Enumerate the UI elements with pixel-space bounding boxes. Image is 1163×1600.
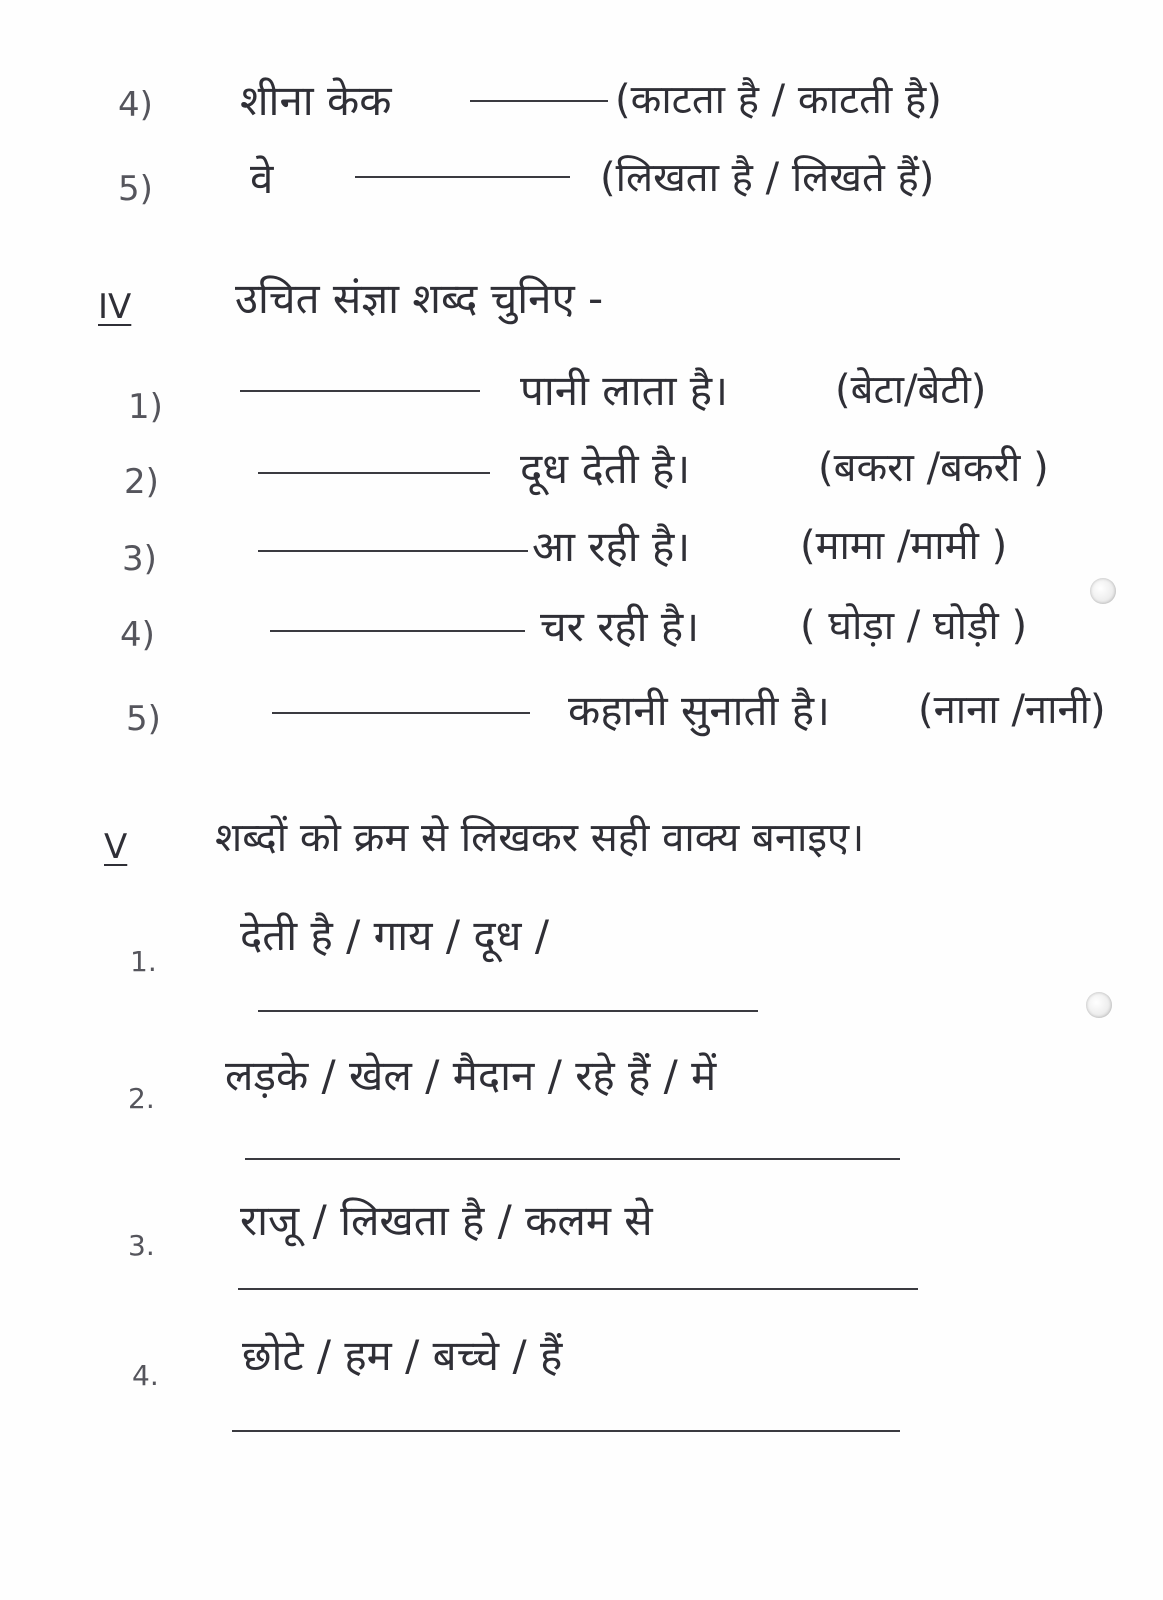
question-subject: शीना केक xyxy=(240,76,392,125)
question-number: 3. xyxy=(128,1229,155,1262)
answer-blank[interactable] xyxy=(258,472,490,474)
question-number: 2. xyxy=(128,1082,155,1115)
answer-line[interactable] xyxy=(238,1288,918,1290)
answer-line[interactable] xyxy=(245,1158,900,1160)
question-number: 4) xyxy=(120,615,155,655)
question-text: पानी लाता है। xyxy=(520,366,729,415)
answer-blank[interactable] xyxy=(240,390,480,392)
answer-options: ( घोड़ा / घोड़ी ) xyxy=(800,603,1028,649)
answer-options: (लिखता है / लिखते हैं) xyxy=(600,155,935,201)
question-text: आ रही है। xyxy=(532,522,691,571)
punch-hole-icon xyxy=(1086,992,1112,1018)
question-number: 1. xyxy=(130,945,157,978)
punch-hole-icon xyxy=(1090,578,1116,604)
question-number: 5) xyxy=(126,699,161,739)
question-number: 1) xyxy=(128,387,163,427)
question-number: 3) xyxy=(122,539,157,579)
section-number: IV xyxy=(98,287,132,327)
jumbled-words: लड़के / खेल / मैदान / रहे हैं / में xyxy=(225,1051,717,1100)
answer-blank[interactable] xyxy=(470,100,608,102)
question-number: 5) xyxy=(118,169,153,209)
answer-options: (नाना /नानी) xyxy=(918,687,1106,733)
answer-line[interactable] xyxy=(258,1010,758,1012)
answer-options: (काटता है / काटती है) xyxy=(615,77,942,123)
answer-options: (बेटा/बेटी) xyxy=(835,367,987,413)
jumbled-words: देती है / गाय / दूध / xyxy=(240,911,549,960)
answer-options: (बकरा /बकरी ) xyxy=(818,445,1049,491)
section-number: V xyxy=(104,827,128,867)
question-number: 2) xyxy=(124,462,159,502)
jumbled-words: राजू / लिखता है / कलम से xyxy=(240,1196,653,1245)
question-text: चर रही है। xyxy=(540,602,700,651)
question-subject: वे xyxy=(250,154,274,203)
question-number: 4. xyxy=(132,1359,159,1392)
answer-blank[interactable] xyxy=(258,550,528,552)
answer-blank[interactable] xyxy=(270,630,525,632)
question-text: कहानी सुनाती है। xyxy=(568,686,830,735)
question-number: 4) xyxy=(118,85,153,125)
answer-options: (मामा /मामी ) xyxy=(800,523,1008,569)
question-text: दूध देती है। xyxy=(520,444,691,493)
answer-blank[interactable] xyxy=(355,176,570,178)
answer-line[interactable] xyxy=(232,1430,900,1432)
answer-blank[interactable] xyxy=(272,712,530,714)
jumbled-words: छोटे / हम / बच्चे / हैं xyxy=(242,1331,563,1380)
section-heading: शब्दों को क्रम से लिखकर सही वाक्य बनाइए। xyxy=(215,815,865,861)
section-heading: उचित संज्ञा शब्द चुनिए - xyxy=(235,274,604,323)
